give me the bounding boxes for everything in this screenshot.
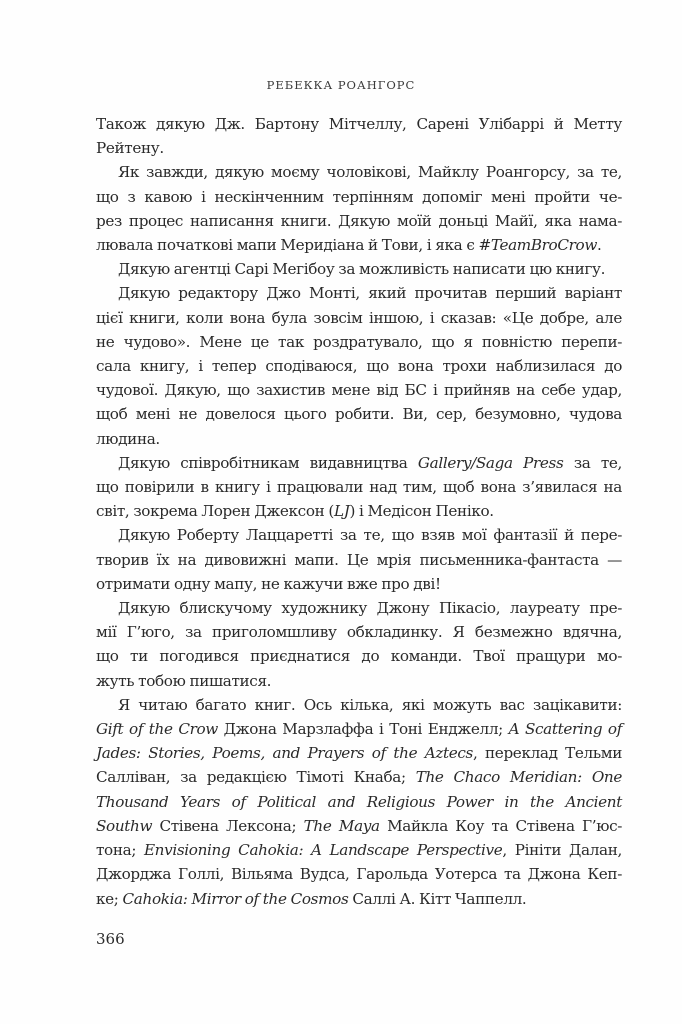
italic-title: Thousand Years of Political and Religious Power in the Ancient [96,792,622,811]
text-line [96,765,622,789]
text-run: . [596,236,602,255]
text-line [96,548,622,572]
text-run: Джона Марзлаффа і Тоні Енджелл; [217,720,509,739]
text-run: мії Г’юго, за приголомшливу обкладинку. Я безмежно вдячна, [96,623,622,642]
text-run: Майкла Коу та Стівена Г’юс- [379,816,623,835]
text-line [96,427,622,451]
italic-title: Gallery/Saga Press [417,453,564,472]
text-line [96,669,622,693]
paragraph [96,451,622,524]
paragraph [96,693,622,911]
italic-title: The Maya [303,816,380,835]
text-run: що ти погодився приєднатися до команди. Твої пращури мо- [96,647,622,666]
text-run: тона; [96,841,144,860]
paragraph [96,523,622,596]
text-line [96,257,622,281]
text-line [96,862,622,886]
text-run: Джорджа Голлі, Вільяма Вудса, Гарольда Уотерса та Джона Кеп- [96,865,622,884]
italic-title: Envisioning Cahokia: A Landscape Perspective [143,841,503,860]
page-number: 366 [96,930,125,948]
text-run: Рейтену. [96,139,164,158]
text-line [96,209,622,233]
text-line [96,451,622,475]
text-line [96,233,622,257]
paragraph [96,160,622,257]
text-line [96,499,622,523]
text-line [96,378,622,402]
text-run: Стівена Лексона; [152,816,304,835]
text-run: щоб мені не довелося цього робити. Ви, сер, безумовно, чудова [96,405,622,424]
text-line [96,887,622,911]
text-line [96,136,622,160]
text-run: не чудово». Мене це так роздратувало, що я повністю перепи- [96,332,622,351]
text-run: ке; [96,889,123,908]
paragraph [96,257,622,281]
text-run: лювала початкові мапи Меридіана й Тови, і яка є [96,236,479,255]
text-line [96,112,622,136]
text-line [96,693,622,717]
paragraph [96,112,622,160]
italic-title: #TeamBroCrow [478,236,597,255]
italic-title: A Scattering of [508,720,622,739]
text-line [96,717,622,741]
text-run: Саллі А. Кітт Чаппелл. [348,889,527,908]
paragraph [96,596,622,693]
text-run: рез процес написання книги. Дякую моїй доньці Майї, яка нама- [96,211,622,230]
italic-title: Cahokia: Mirror of the Cosmos [122,889,349,908]
text-run: людина. [96,429,160,448]
text-line [96,814,622,838]
italic-title: Southw [96,816,153,835]
text-line [96,185,622,209]
italic-title: Jades: Stories, Poems, and Prayers of the Aztecs [96,744,474,763]
text-run: Дякую блискучому художнику Джону Пікасіо, лауреату пре- [118,599,622,618]
acknowledgements-text [96,112,622,911]
text-line [96,790,622,814]
text-line [96,838,622,862]
text-line [96,281,622,305]
text-run: отримати одну мапу, не кажучи вже про дві! [96,574,441,593]
text-run: Дякую співробітникам видавництва [118,453,418,472]
text-line [96,354,622,378]
text-run: Дякую редактору Джо Монті, який прочитав перший варіант [118,284,622,303]
paragraph [96,281,622,450]
text-run: що з кавою і нескінченним терпінням допоміг мені пройти че- [96,187,622,206]
italic-title: Gift of the Crow [96,720,218,739]
text-run: Дякую агентці Сарі Мегібоу за можливість написати цю книгу. [118,260,606,279]
text-run: , переклад Тельми [473,744,623,763]
italic-title: The Chaco Meridian: One [415,768,622,787]
running-head: РЕБЕККА РОАНГОРС [266,78,416,92]
text-line [96,523,622,547]
text-run: Дякую Роберту Лаццаретті за те, що взяв мої фантазії й пере- [118,526,622,545]
text-run: чудової. Дякую, що захистив мене від БС і прийняв на себе удар, [96,381,622,400]
text-run: Я читаю багато книг. Ось кілька, які можуть вас зацікавити: [118,695,622,714]
text-line [96,620,622,644]
text-run: Як завжди, дякую моєму чоловікові, Майклу Роангорсу, за те, [118,163,622,182]
text-line [96,644,622,668]
text-run: Також дякую Дж. Бартону Мітчеллу, Сарені Улібаррі й Метту [96,115,622,133]
text-run: сала книгу, і тепер сподіваюся, що вона трохи наблизилася до [96,357,622,376]
text-line [96,306,622,330]
text-run: ) і Медісон Пеніко. [349,502,494,521]
text-run: жуть тобою пишатися. [96,671,272,690]
text-line [96,160,622,184]
text-line [96,572,622,596]
text-run: Салліван, за редакцією Тімоті Кнаба; [96,768,416,787]
text-run: творив їх на дивовижні мапи. Це мрія письменника-фантаста — [96,550,622,569]
text-run: що повірили в книгу і працювали над тим, щоб вона з’явилася на [96,478,622,497]
text-run: за те, [563,453,623,472]
italic-title: LJ [333,502,350,521]
text-line [96,330,622,354]
text-line [96,596,622,620]
text-run: світ, зокрема Лорен Джексон ( [96,502,334,521]
text-line [96,402,622,426]
text-line [96,475,622,499]
text-run: цієї книги, коли вона була зовсім іншою, і сказав: «Це добре, але [96,308,622,327]
text-line [96,741,622,765]
text-run: , Рініти Далан, [502,841,622,860]
